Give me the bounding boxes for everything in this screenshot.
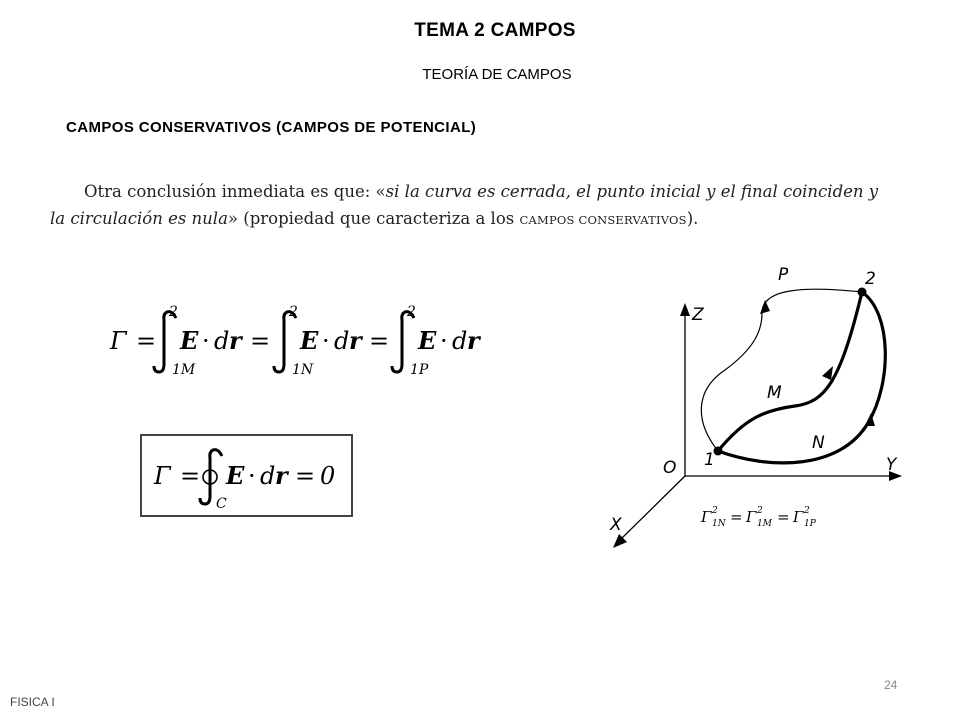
eq1-path-1N: 1N	[292, 362, 314, 378]
point-1-label: 1	[704, 450, 715, 470]
axis-label-x: X	[610, 515, 622, 535]
eq1-d-3: d	[452, 327, 468, 355]
page-number: 24	[884, 678, 898, 692]
eq1-d-2: d	[334, 327, 350, 355]
eq1-E-2: E	[300, 326, 319, 355]
x-axis	[620, 476, 685, 540]
slide-title: TEMA 2 CAMPOS	[414, 20, 576, 41]
x-axis-arrow-icon	[613, 534, 627, 548]
path-P-arrow-icon	[760, 300, 770, 314]
axis-label-z: Z	[692, 305, 704, 325]
path-independence-equation	[108, 300, 488, 380]
eq1-path-1P: 1P	[410, 362, 429, 378]
eq2-E: E	[226, 461, 245, 490]
eq2-equals-1: =	[180, 462, 201, 490]
eq1-r-1: r	[229, 326, 242, 355]
z-axis-arrow-icon	[680, 303, 690, 316]
relation-gamma-3: Γ	[793, 508, 804, 526]
paragraph-line-2	[50, 205, 930, 234]
relation-sup-1: 2	[712, 506, 718, 516]
eq2-zero: 0	[320, 462, 336, 490]
eq1-upper-2: 2	[289, 304, 298, 320]
footer-course: FISICA I	[10, 695, 55, 709]
relation-sub-1M: 1M	[757, 519, 772, 529]
paragraph-after-quote: » (propiedad que caracteriza a los	[227, 209, 520, 228]
eq2-d: d	[260, 462, 276, 490]
conclusion-paragraph	[50, 178, 930, 234]
section-heading: CAMPOS CONSERVATIVOS (CAMPOS DE POTENCIAL)	[66, 119, 477, 136]
relation-sup-3: 2	[804, 506, 810, 516]
relation-sup-2: 2	[757, 506, 763, 516]
origin-label: O	[663, 458, 677, 478]
eq2-r: r	[275, 461, 288, 490]
eq1-E-1: E	[180, 326, 199, 355]
slide-subtitle: TEORÍA DE CAMPOS	[422, 66, 572, 83]
relation-equals-1: =	[730, 508, 743, 526]
paragraph-small-caps: CAMPOS CONSERVATIVOS	[519, 213, 687, 227]
eq2-equals-2: =	[295, 462, 316, 490]
path-N	[718, 292, 885, 463]
eq2-dot: ·	[248, 462, 256, 490]
path-P-label: P	[778, 265, 789, 285]
relation-gamma-1: Γ	[701, 508, 712, 526]
paragraph-line-1	[50, 178, 930, 205]
eq1-upper-3: 2	[407, 304, 416, 320]
eq1-equals-2: =	[250, 327, 271, 355]
eq1-dot-2: ·	[322, 327, 330, 355]
eq1-E-3: E	[418, 326, 437, 355]
eq2-gamma: Γ	[154, 462, 171, 490]
paragraph-quote-2: la circulación es nula	[50, 209, 228, 228]
paragraph-intro: Otra conclusión inmediata es que: «	[84, 182, 386, 201]
eq1-path-1M: 1M	[172, 362, 196, 378]
eq1-r-2: r	[349, 326, 362, 355]
relation-sub-1P: 1P	[804, 519, 816, 529]
closed-circulation-equation	[140, 434, 353, 517]
eq1-r-3: r	[467, 326, 480, 355]
eq2-contour-label: C	[216, 496, 227, 512]
path-diagram	[600, 258, 930, 558]
eq1-d-1: d	[214, 327, 230, 355]
paragraph-end: ).	[686, 209, 699, 228]
paragraph-quote-1: si la curva es cerrada, el punto inicial y el final coinciden y	[385, 182, 879, 201]
path-N-label: N	[812, 433, 825, 453]
axis-label-y: Y	[886, 455, 897, 475]
eq1-upper-1: 2	[169, 304, 178, 320]
relation-equals-2: =	[777, 508, 790, 526]
eq1-dot-1: ·	[202, 327, 210, 355]
relation-sub-1N: 1N	[712, 519, 726, 529]
eq1-equals-1: =	[136, 327, 157, 355]
point-2-label: 2	[865, 269, 876, 289]
path-M	[718, 292, 862, 451]
path-M-arrow-icon	[822, 366, 833, 380]
circulation-relation	[700, 506, 817, 529]
point-1-dot	[714, 447, 723, 456]
eq1-equals-3: =	[369, 327, 390, 355]
relation-gamma-2: Γ	[746, 508, 757, 526]
eq1-dot-3: ·	[440, 327, 448, 355]
eq1-gamma: Γ	[110, 327, 127, 355]
path-M-label: M	[767, 383, 782, 403]
